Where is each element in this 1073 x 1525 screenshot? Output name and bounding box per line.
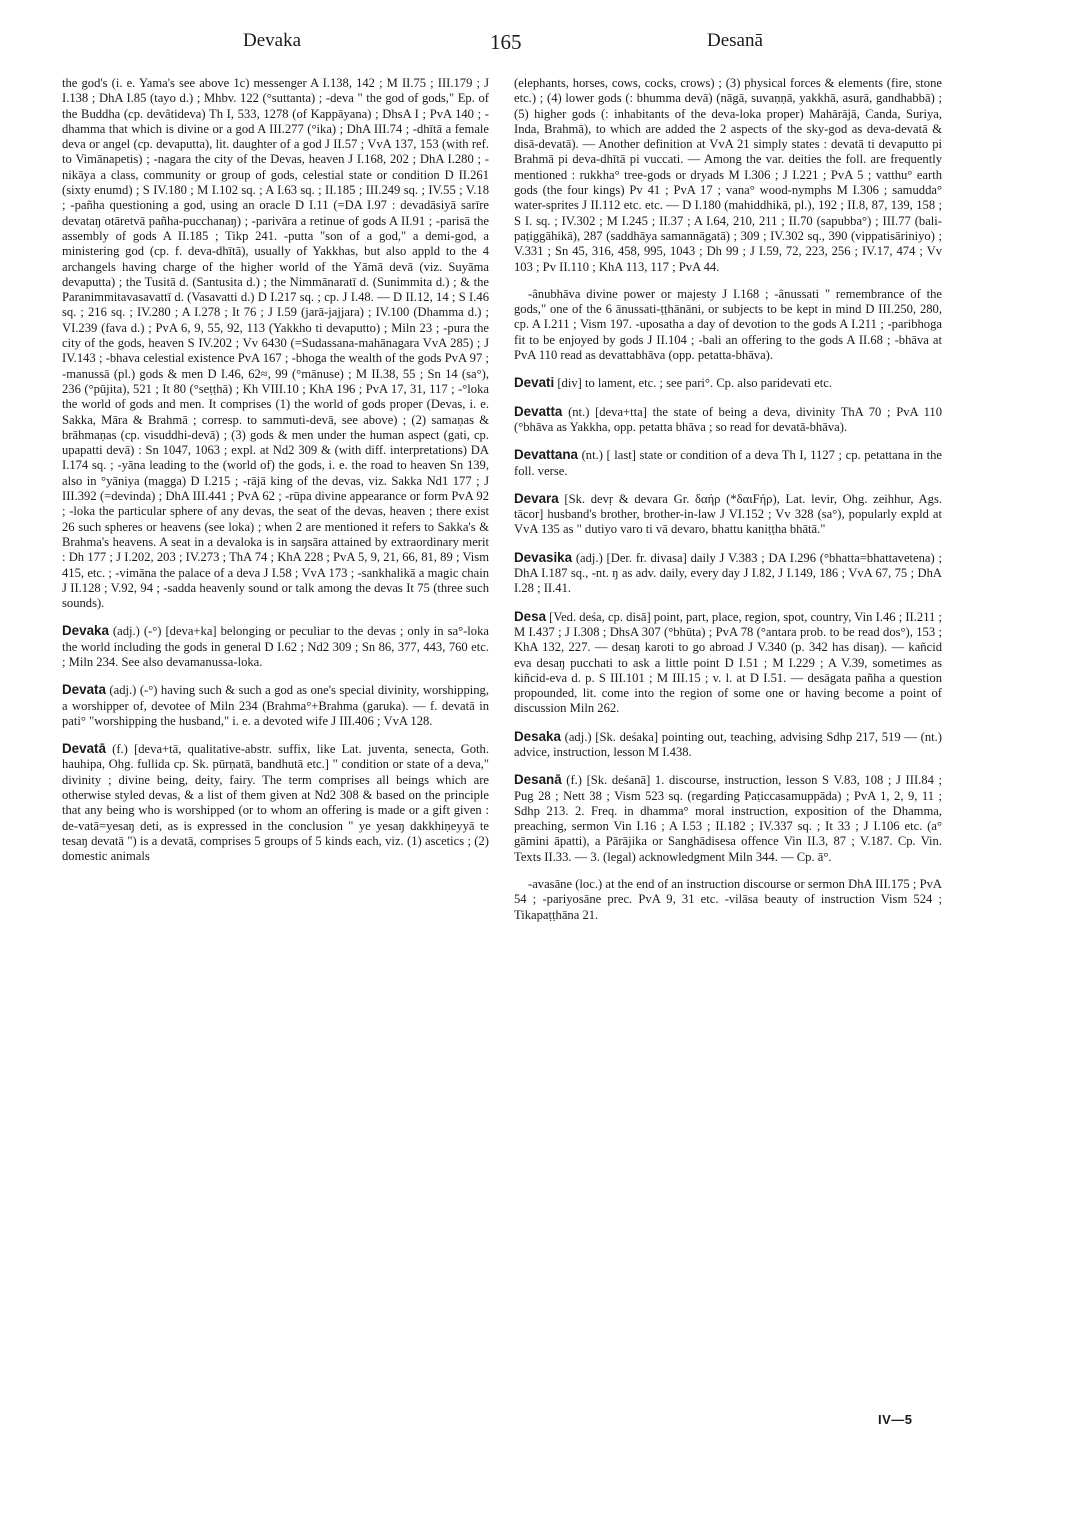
entry (62, 682, 489, 729)
entry-text: [Sk. devṛ & devara Gr. δαήρ (*δαιFήρ), Lat. levir, Ohg. zeihhur, Ags. tācor] husband's brother, brother-in-law J VI.152 ; Vv 328 (sa°), popularly expld at VvA 135 as " dutiyo varo ti vā devaro, bhattu kaniṭṭha bhātā." (514, 491, 942, 537)
page-number: 165 (490, 30, 522, 54)
entry-text: -avasāne (loc.) at the end of an instruction discourse or sermon DhA III.175 ; PvA 54 ; -pariyosāne prec. PvA 9, 31 etc. -vilāsa beauty of instruction Vism 524 ; Tikapaṭṭhāna 21. (514, 877, 942, 922)
entry (62, 623, 489, 670)
header-left-catchword: Devaka (243, 30, 302, 51)
entry-text: -ânubhāva divine power or majesty J I.168 ; -ânussati " remembrance of the gods," one of the 6 ānussati-ṭṭhānāni, or subjects to be kept in mind D III.250, 280, cp. A I.211 ; Vism 197. -uposatha a day of devotion to the gods A I.211 ; -paribhoga fit to be enjoyed by gods J II.104 ; -bali an offering to the gods A II.68 ; -bhāva at PvA 110 read as devattabhāva (opp. petatta-bhāva). (514, 286, 942, 363)
entry-headword: Devaka (62, 623, 109, 639)
entry (514, 550, 942, 597)
entry-headword: Devasika (514, 549, 573, 565)
entry-headword: Devatā (62, 741, 106, 757)
entry-text: (f.) [deva+tā, qualitative-abstr. suffix, like Lat. juventa, senecta, Goth. hauhipa, Ohg. fullida cp. Sk. pūrṇatā, bandhutā etc.] " condition or state of a deva," divinity ; divine being, deity, fairy. The term comprises all beings which are otherwise styled devas, & a list of them given at Nd2 308 & based on the principle that any being who is worshipped (or to whom an offering is made or a gift given : de-vatā=yesaŋ deti, as is expressed in the conclusion " ye yesaŋ dakkhiṇeyyā te tesaŋ devatā ") is a devatā, comprises 5 groups of 5 kinds each, viz. (1) ascetics ; (2) domestic animals (62, 742, 489, 864)
left-column (62, 76, 489, 877)
entry-text: (adj.) [Der. fr. divasa] daily J V.383 ; DA I.296 (°bhatta=bhattavetena) ; DhA I.187 sq., -nt. ŋ as adv. daily, every day J I.82, J I.149, 186 ; VvA 67, 75 ; DhA I.28 ; II.41. (514, 550, 942, 596)
entry-text: (nt.) [ last] state or condition of a deva Th I, 1127 ; cp. petattana in the foll. verse. (514, 448, 942, 478)
header-right-catchword: Desanā (707, 30, 763, 51)
entry (514, 491, 942, 538)
entry-text: (adj.) (-°) having such & such a god as one's special divinity, worshipping, a worshipper of, devotee of Miln 234 (Brahma°+Brahma (garuka). — f. devatā in pati° "worshipping the husband," i. e. a devoted wife J III.406 ; VvA 128. (62, 683, 489, 728)
entry-text: (elephants, horses, cows, cocks, crows) ; (3) physical forces & elements (fire, stone etc.) ; (4) lower gods (: bhumma devā) (nāgā, suvaṇṇā, yakkhā, asurā, gandhabbā) ; (5) higher gods (: inhabitants of the deva-loka proper) Mahārājā, Canda, Suriya, Inda, Brahmā), to which are added the 2 aspects of the sky-god as deva-devatā & disā-devatā). — Another definition at VvA 21 simply states : devatā ti devaputto pi Brahmā pi deva-dhītā pi vuccati. — Among the var. deities the foll. are frequently mentioned : rukkha° tree-gods or dryads M I.306 ; J I.221 ; PvA 5 ; vatthu° earth gods (the four kings) Pv 41 ; PvA 17 ; vana° wood-nymphs M I.306 ; samudda° water-sprites J II.112 etc. etc. — D I.180 (mahiddhikā, pl.), 192 ; II.8, 87, 139, 158 ; S I. sq. ; IV.302 ; M I.245 ; II.37 ; A I.64, 210, 211 ; II.70 (sapubba°) ; III.77 (bali-paṭiggāhikā), 287 (saddhāya samannāgatā) ; 309 ; IV.302 sq., 390 (vippatisāriniyo) ; V.331 ; Sn 45, 316, 458, 995, 1043 ; Dh 99 ; J I.59, 72, 223, 256 ; IV.17, 474 ; Vv 103 ; Pv II.110 ; KhA 113, 117 ; PvA 44. (514, 76, 942, 274)
entry (62, 741, 489, 864)
entry-text: (nt.) [deva+tta] the state of being a deva, divinity ThA 70 ; PvA 110 (°bhāva as Yakkha, opp. petatta bhāva ; so read for devatā-bhāva). (514, 404, 942, 434)
entry-text: [Ved. deśa, cp. disā] point, part, place, region, spot, country, Vin I.46 ; II.211 ; M I.437 ; J I.308 ; DhsA 307 (°bhūta) ; PvA 78 (°antara prob. to be read dos°), 153 ; KhA 132, 227. — desaŋ karoti to go abroad J V.340 (p. 342 has disaŋ). — kañcid eva desaŋ pucchati to ask a little point D I.51 ; M I.229 ; A V.39, sometimes as kiñcid-eva d. p. S III.101 ; M III.15 ; v. l. at D I.51. — desāgata pañha a question propounded, lit. come into the region of some one or having become a point of discussion Miln 262. (514, 609, 942, 716)
entry (514, 609, 942, 717)
entry-headword: Desanā (514, 772, 562, 788)
entry-text: the god's (i. e. Yama's see above 1c) messenger A I.138, 142 ; M II.75 ; III.179 ; J I.138 ; DhA I.85 (tayo d.) ; Mhbv. 122 (°suttanta) ; -deva " the god of gods," Ep. of the Buddha (cp. devâtideva) Th I, 533, 1278 (of Kappāyana) ; DhsA I ; PvA 140 ; -dhamma that which is divine or a god A III.277 (°ika) ; DhA III.74 ; -dhītā a female deva or angel (cp. devaputta), lit. daughter of a god J II.57 ; VvA 137, 153 (with ref. to Vimānapetis) ; -nagara the city of the Devas, heaven J I.168, 202 ; DhA I.280 ; -nikāya a class, community or group of gods, celestial state or condition D II.261 (sixty enumd) ; S IV.180 ; M I.102 sq. ; A I.63 sq. ; II.185 ; III.249 sq. ; IV.55 ; V.18 ; -pañha questioning a god, using an oracle D I.11 (=DA I.97 : devadāsiyā sarīre devataŋ otāretvā pañha-pucchanaŋ) ; -parivāra a retinue of gods A II.91 ; -parisā the assembly of gods A II.185 ; Tikp 241. -putta "son of a god," a demi-god, a ministering god (cp. f. deva-dhītā), usually of Yakkhas, but also appld to the 4 archangels having charge of the higher world of the Yāmā devā (viz. Suyāma devaputta) ; the Tusitā d. (Santusita d.) ; the Nimmānaratī d. (Sunimmita d.) ; & the Paranimmitavasavattī d. (Vasavatti d.) D I.217 sq. ; cp. J I.48. — D II.12, 14 ; S I.46 sq. ; 216 sq. ; IV.280 ; A I.278 ; It 76 ; J I.59 (jarā-jajjara) ; IV.100 (Dhamma d.) ; VI.239 (fava d.) ; PvA 6, 9, 55, 92, 113 (Yakkho ti devaputto) ; Miln 23 ; -pura the city of the gods, heaven S IV.202 ; Vv 6430 (=Sudassana-mahānagara VvA 285) ; J IV.143 ; -bhava celestial existence PvA 167 ; -bhoga the wealth of the gods PvA 97 ; -manussā (pl.) gods & men D I.46, 62≈, 99 (°mānuse) ; M II.38, 55 ; Sn 14 (sa°), 236 (°pūjita), 521 ; It 80 (°seṭṭhā) ; Kh VIII.10 ; KhA 196 ; PvA 17, 31, 117 ; -°loka the world of gods and men. It comprises (1) the world of gods proper (Devas, i. e. Sakka, Māra & Brahmā ; corresp. to sammuti-devā, see above) ; (2) samaṇas & brāhmaṇas (cp. visuddhi-devā) ; (3) gods & men under the human aspect (gati, cp. upapatti devā) : Sn 1047, 1063 ; expl. at Nd2 309 & (with diff. interpretations) DA I.174 sq. ; -yāna leading to the (world of) the gods, i. e. the road to heaven Sn 139, also in °yāniya (magga) D I.215 ; -rājā king of the devas, viz. Sakka Nd1 177 ; J III.392 (=devinda) ; DhA III.441 ; PvA 62 ; -rūpa divine appearance or form PvA 92 ; -loka the particular sphere of any devas, the seat of the devas, heaven ; there exist 26 such spheres or heavens (see loka) ; when 2 are mentioned it refers to Sakka's & Brahma's heavens. A seat in a devaloka is in saŋsāra attained by extraordinary merit : Dh 177 ; J I.202, 203 ; IV.273 ; ThA 74 ; KhA 228 ; PvA 5, 9, 21, 66, 81, 89 ; Vism 415, etc. ; -vimāna the palace of a deva J I.58 ; VvA 173 ; -sankhalikā a magic chain J II.128 ; V.92, 94 ; -sadda heavenly sound or talk among the devas It 75 (three such sounds). (62, 76, 489, 611)
entry (514, 76, 942, 275)
running-header (0, 30, 1073, 60)
entry-headword: Devara (514, 490, 559, 506)
entry-headword: Devati (514, 375, 555, 391)
entry-headword: Devattana (514, 447, 579, 463)
entry (514, 729, 942, 761)
entry-text: (f.) [Sk. deśanā] 1. discourse, instruction, lesson S V.83, 108 ; J III.84 ; Pug 28 ; Nett 38 ; Vism 523 sq. (regarding Paṭiccasamuppāda) ; PvA 1, 2, 9, 11 ; Sdhp 213. 2. Freq. in dhamma° moral instruction, exposition of the Dhamma, preaching, sermon Vin I.16 ; A I.53 ; II.182 ; IV.337 sq. ; It 33 ; J I.106 etc. (a° gāmini āpatti), a Pārājika or Sanghādisesa offence Vin II.3, 87 ; V.187. Cp. Vin. Texts II.33. — 3. (legal) acknowledgment Miln 344. — Cp. ā°. (514, 773, 942, 864)
entry-headword: Desa (514, 608, 547, 624)
entry-headword: Devatta (514, 403, 563, 419)
entry-headword: Devata (62, 682, 106, 698)
entry (514, 772, 942, 865)
entry-text: (adj.) [Sk. deśaka] pointing out, teaching, advising Sdhp 217, 519 — (nt.) advice, instruction, lesson M I.438. (514, 729, 942, 759)
entry (514, 447, 942, 479)
entry (514, 404, 942, 436)
entry-compounds (514, 877, 942, 923)
entry (514, 375, 942, 391)
signature-mark: IV—5 (878, 1412, 913, 1427)
entry-text: [div] to lament, etc. ; see pari°. Cp. also paridevati etc. (554, 376, 833, 391)
entry-headword: Desaka (514, 728, 561, 744)
entry-compounds (514, 287, 942, 363)
entry-text: (adj.) (-°) [deva+ka] belonging or peculiar to the devas ; only in sa°-loka the world including the gods in general D I.62 ; Nd2 309 ; Sn 86, 377, 443, 760 etc. ; Miln 234. See also devamanussa-loka. (62, 624, 489, 669)
entry (62, 76, 489, 611)
right-column (514, 76, 942, 935)
